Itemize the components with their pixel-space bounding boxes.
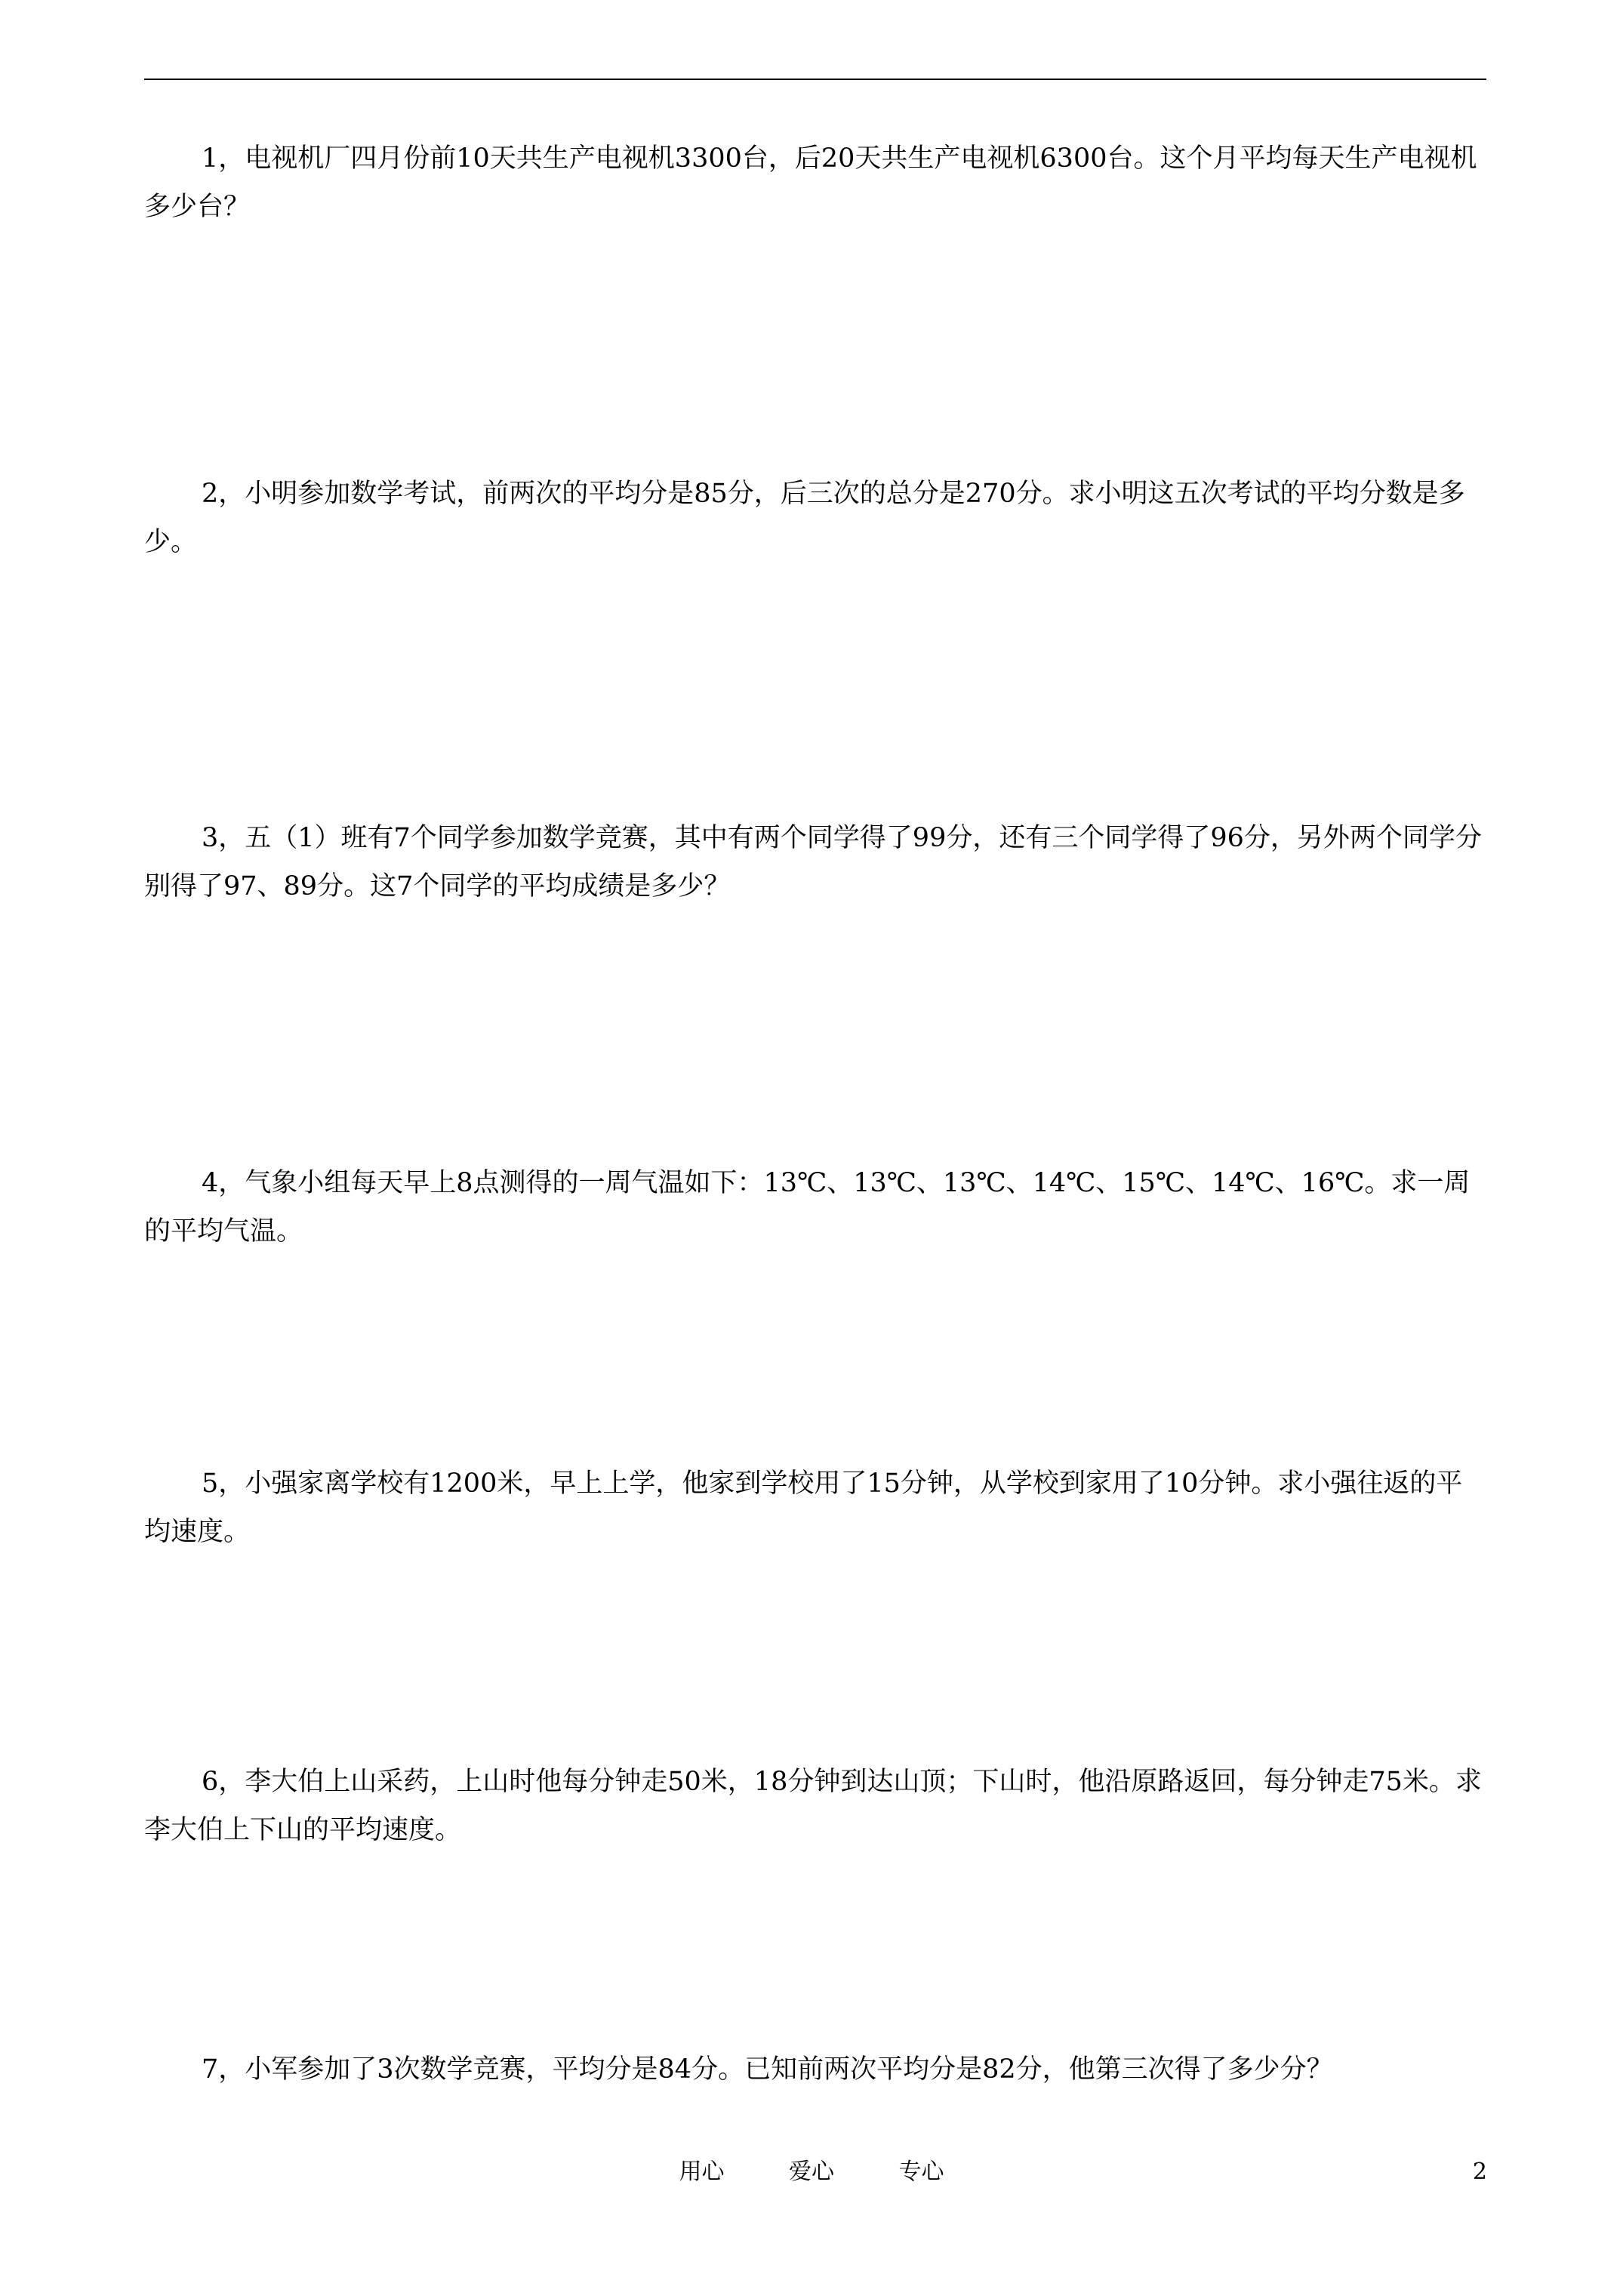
page-number: 2 — [1472, 2159, 1487, 2185]
problem-2: 2，小明参加数学考试，前两次的平均分是85分，后三次的总分是270分。求小明这五次考试的平均分数是多少。 — [144, 479, 1465, 557]
motto-word: 专心 — [898, 2159, 944, 2185]
problem-5: 5，小强家离学校有1200米，早上上学，他家到学校用了15分钟，从学校到家用了10分钟。求小强往返的平均速度。 — [144, 1469, 1463, 1547]
header-rule — [144, 79, 1486, 80]
problem-1: 1，电视机厂四月份前10天共生产电视机3300台，后20天共生产电视机6300台。这个月平均每天生产电视机多少台？ — [144, 143, 1477, 222]
problem-6: 6，李大伯上山采药，上山时他每分钟走50米，18分钟到达山顶；下山时，他沿原路返回，每分钟走75米。求李大伯上下山的平均速度。 — [144, 1767, 1482, 1845]
motto-word: 用心 — [679, 2159, 725, 2185]
problem-4: 4，气象小组每天早上8点测得的一周气温如下：13℃、13℃、13℃、14℃、15℃、14℃、16℃。求一周的平均气温。 — [144, 1168, 1471, 1247]
footer-motto — [0, 2157, 1623, 2187]
problem-3: 3，五（1）班有7个同学参加数学竞赛，其中有两个同学得了99分，还有三个同学得了96分，另外两个同学分别得了97、89分。这7个同学的平均成绩是多少？ — [144, 823, 1482, 901]
motto-word: 爱心 — [789, 2159, 834, 2185]
problem-7: 7，小军参加了3次数学竞赛，平均分是84分。已知前两次平均分是82分，他第三次得了多少分？ — [202, 2054, 1333, 2085]
